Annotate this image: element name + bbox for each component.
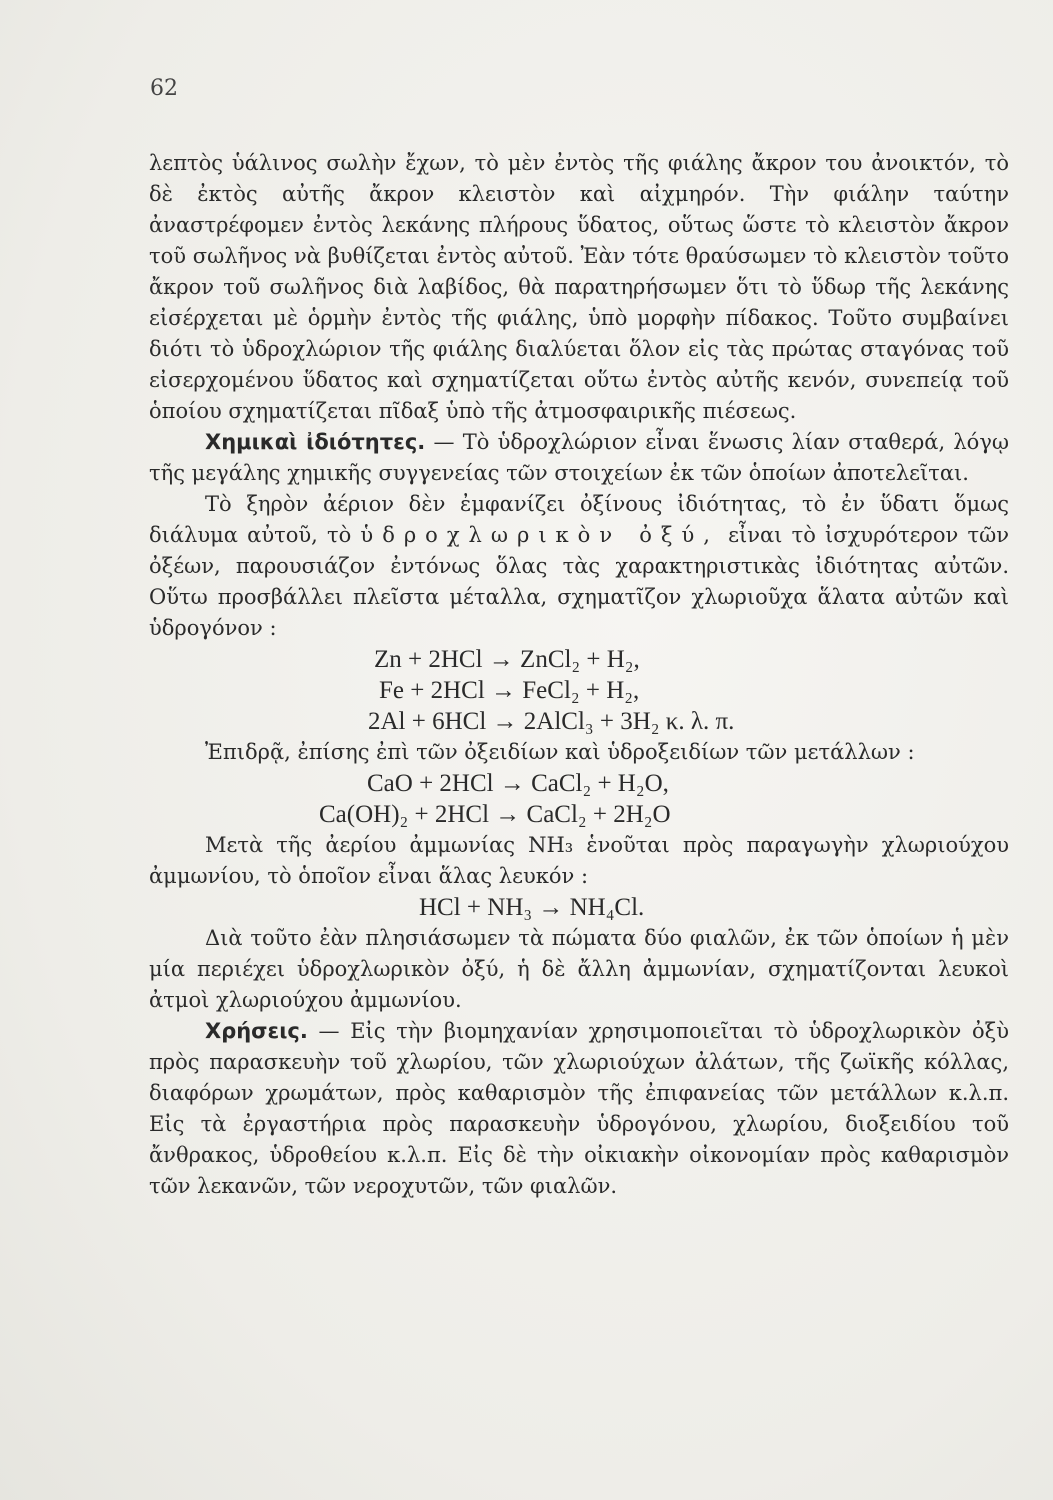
emphasized-term: ὑδροχλωρικὸν ὀξύ,	[360, 523, 719, 547]
paragraph-ammonia: Μετὰ τῆς ἀερίου ἀμμωνίας NH₃ ἑνοῦται πρὸς παραγωγὴν χλωριούχου ἀμμωνίου, τὸ ὁποῖον εἶναι ἅλας λευκόν :	[149, 833, 1009, 888]
section-heading-chemical-properties: Χημικαὶ ἰδιότητες.	[205, 430, 426, 454]
page-body	[149, 148, 1009, 1202]
equation-zinc: Zn + 2HCl → ZnCl₂ + H₂,	[374, 646, 640, 673]
paragraph-hydrogen-chloride-fountain: λεπτὸς ὑάλινος σωλὴν ἔχων, τὸ μὲν ἐντὸς τῆς φιάλης ἄκρον του ἀνοικτόν, τὸ δὲ ἐκτὸς αὐτῆς ἄκρον κλειστὸν καὶ αἰχμηρόν. Τὴν φιάλην ταύτην ἀναστρέφομεν ἐντὸς λεκάνης πλήρους ὕδατος, οὕτως ὥστε τὸ κλειστὸν ἄκρον τοῦ σωλῆνος νὰ βυθίζεται ἐντὸς αὐτοῦ. Ἐὰν τότε θραύσωμεν τὸ κλειστὸν τοῦτο ἄκρον τοῦ σωλῆνος διὰ λαβίδος, θὰ παρατηρήσωμεν ὅτι τὸ ὕδωρ τῆς λεκάνης εἰσέρχεται μὲ ὁρμὴν ἐντὸς τῆς φιάλης, ὑπὸ μορφὴν πίδακος. Τοῦτο συμβαίνει διότι τὸ ὑδροχλώριον τῆς φιάλης διαλύεται ὅλον εἰς τὰς πρώτας σταγόνας τοῦ εἰσερχομένου ὕδατος καὶ σχηματίζεται οὕτω ἐντὸς αὐτῆς κενόν, συνεπείᾳ τοῦ ὁποίου σχηματίζεται πῖδαξ ὑπὸ τῆς ἀτμοσφαιρικῆς πιέσεως.	[149, 151, 1009, 423]
paragraph-oxides: Ἐπιδρᾷ, ἐπίσης ἐπὶ τῶν ὀξειδίων καὶ ὑδροξειδίων τῶν μετάλλων :	[205, 740, 915, 764]
page-number: 62	[150, 76, 178, 101]
paragraph-text: Τὸ ξηρὸν ἀέριον δὲν ἐμφανίζει ὀξίνους ἰδιότητας, τὸ ἐν ὕδατι ὅμως διάλυμα αὐτοῦ, τὸ	[149, 492, 1009, 547]
equation-iron: Fe + 2HCl → FeCl₂ + H₂,	[379, 677, 640, 704]
section-heading-uses: Χρήσεις.	[205, 1019, 308, 1043]
equation-aluminium: 2Al + 6HCl → 2AlCl₃ + 3H₂ κ. λ. π.	[368, 708, 735, 735]
paragraph-white-fumes: Διὰ τοῦτο ἐὰν πλησιάσωμεν τὰ πώματα δύο φιαλῶν, ἐκ τῶν ὁποίων ἡ μὲν μία περιέχει ὑδροχλωρικὸν ὀξύ, ἡ δὲ ἄλλη ἀμμωνίαν, σχηματίζονται λευκοὶ ἀτμοὶ χλωριούχου ἀμμωνίου.	[149, 926, 1009, 1012]
paragraph-text: — Τὸ ὑδροχλώριον εἶναι ἕνωσις λίαν σταθερά, λόγῳ τῆς μεγάλης χημικῆς συγγενείας τῶν στοιχείων ἐκ τῶν ὁποίων ἀποτελεῖται.	[149, 430, 1009, 485]
paragraph-text: — Εἰς τὴν βιομηχανίαν χρησιμοποιεῖται τὸ ὑδροχλωρικὸν ὀξὺ πρὸς παρασκευὴν τοῦ χλωρίου, τῶν χλωριούχων ἀλάτων, τῆς ζωϊκῆς κόλλας, διαφόρων χρωμάτων, πρὸς καθαρισμὸν τῆς ἐπιφανείας τῶν μετάλλων κ.λ.π. Εἰς τὰ ἐργαστήρια πρὸς παρασκευὴν ὑδρογόνου, χλωρίου, διοξειδίου τοῦ ἄνθρακος, ὑδροθείου κ.λ.π. Εἰς δὲ τὴν οἰκιακὴν οἰκονομίαν πρὸς καθαρισμὸν τῶν λεκανῶν, τῶν νεροχυτῶν, τῶν φιαλῶν.	[149, 1019, 1009, 1198]
paragraph-chemical-properties	[149, 427, 1009, 489]
paragraph-hydrochloric-acid	[149, 489, 1009, 644]
paragraph-uses	[149, 1016, 1009, 1202]
equation-ammonium-chloride: HCl + NH₃ → NH₄Cl.	[419, 894, 645, 921]
paragraph-text: εἶναι τὸ ἰσχυρότερον τῶν ὀξέων, παρουσιάζον ἐντόνως ὅλας τὰς χαρακτηριστικὰς ἰδιότητας αὐτῶν. Οὕτω προσβάλλει πλεῖστα μέταλλα, σχηματῖζον χλωριοῦχα ἅλατα αὐτῶν καὶ ὑδρογόνον :	[149, 523, 1009, 640]
equation-calcium-hydroxide: Ca(OH)₂ + 2HCl → CaCl₂ + 2H₂O	[319, 801, 671, 828]
equation-calcium-oxide: CaO + 2HCl → CaCl₂ + H₂O,	[367, 770, 669, 797]
